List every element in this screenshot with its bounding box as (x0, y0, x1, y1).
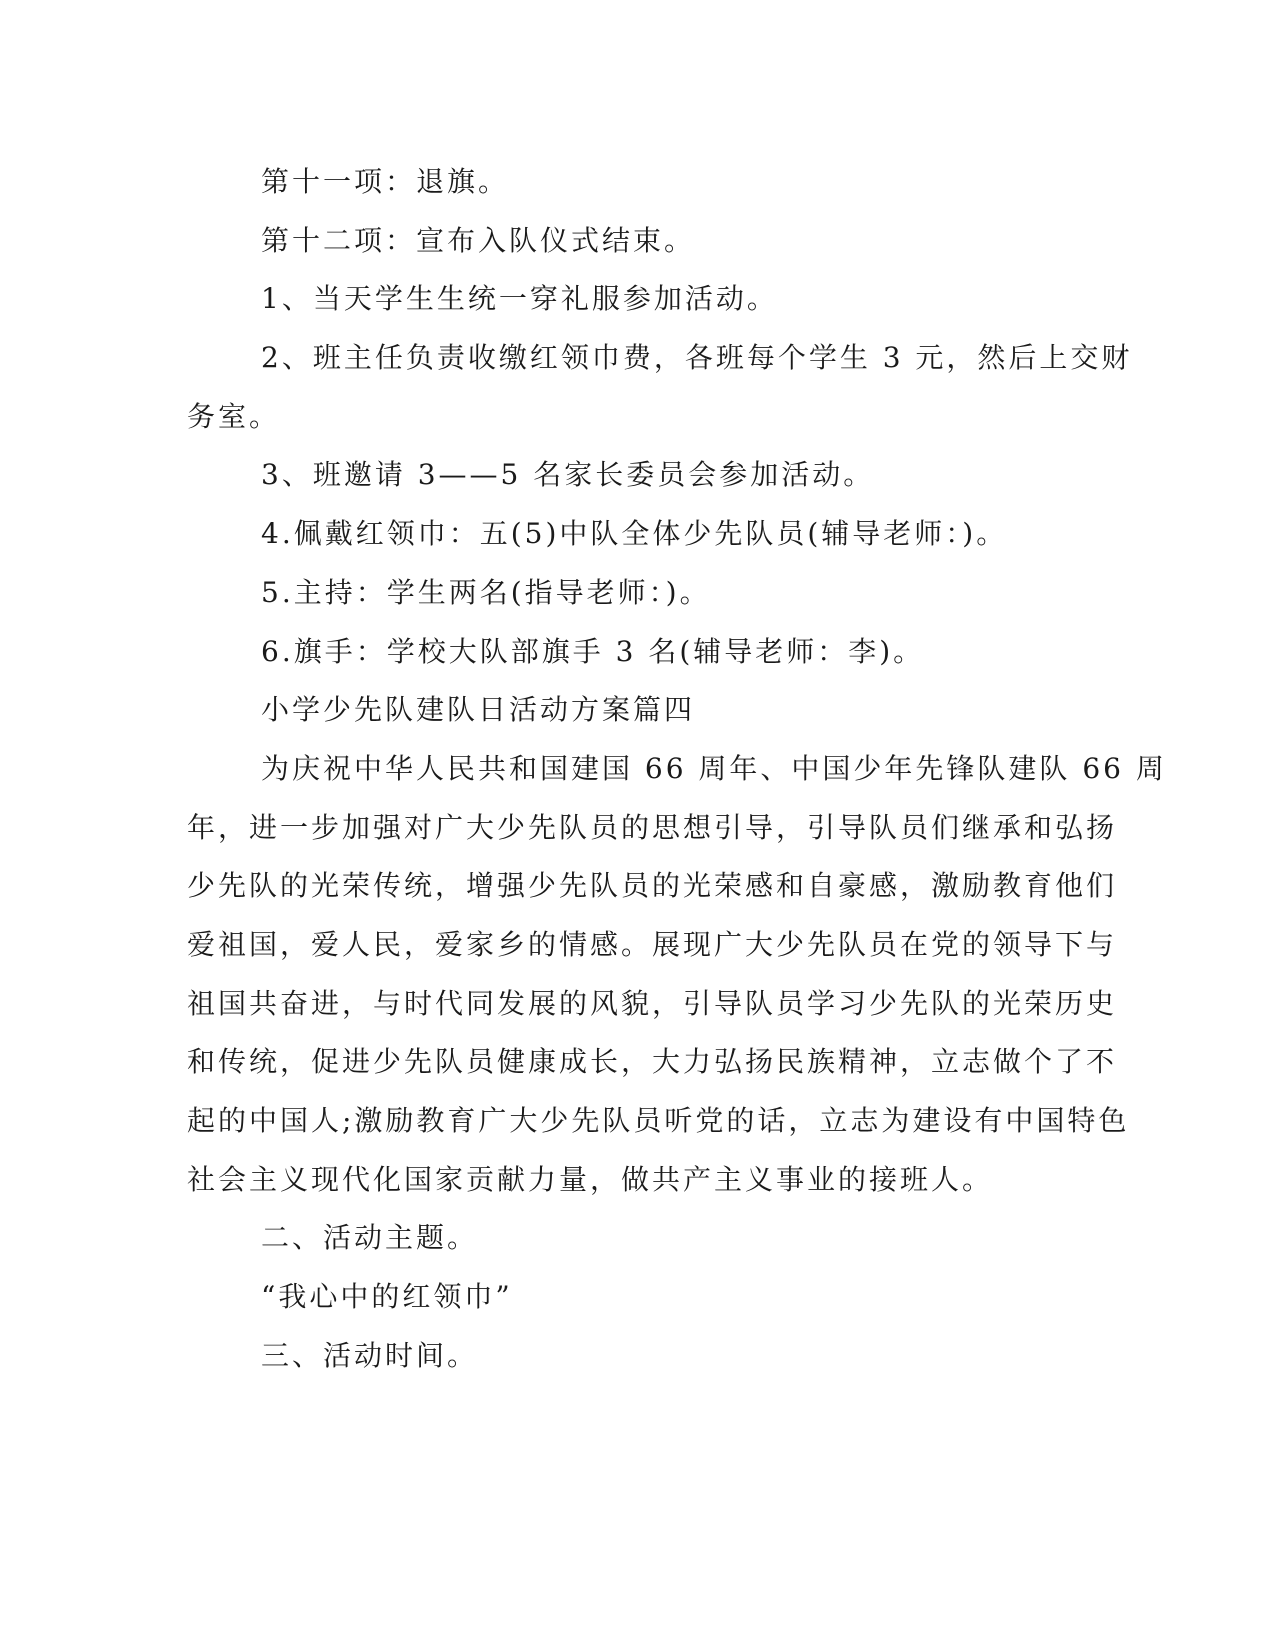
paragraph-note-3-parents: 3、班邀请 3——5 名家长委员会参加活动。 (261, 458, 875, 491)
section-heading-activity-theme: 二、活动主题。 (261, 1221, 479, 1254)
body-paragraph-line-7: 起的中国人;激励教育广大少先队员听党的话，立志为建设有中国特色 (187, 1104, 1130, 1137)
section-heading-activity-time: 三、活动时间。 (261, 1339, 479, 1372)
body-paragraph-line-2: 年，进一步加强对广大少先队员的思想引导，引导队员们继承和弘扬 (187, 811, 1118, 844)
body-paragraph-line-8: 社会主义现代化国家贡献力量，做共产主义事业的接班人。 (187, 1163, 994, 1196)
paragraph-note-4-scarf: 4.佩戴红领巾：五(5)中队全体少先队员(辅导老师：)。 (261, 517, 1008, 550)
paragraph-note-5-host: 5.主持：学生两名(指导老师：)。 (261, 576, 711, 609)
body-paragraph-line-3: 少先队的光荣传统，增强少先队员的光荣感和自豪感，激励教育他们 (187, 869, 1118, 902)
paragraph-item-11-lower-flag: 第十一项：退旗。 (261, 165, 510, 198)
paragraph-item-12-ceremony-end: 第十二项：宣布入队仪式结束。 (261, 224, 696, 257)
body-paragraph-line-5: 祖国共奋进，与时代同发展的风貌，引导队员学习少先队的光荣历史 (187, 987, 1118, 1020)
activity-theme-text: “我心中的红领巾” (261, 1280, 513, 1313)
section-heading-part-4: 小学少先队建队日活动方案篇四 (261, 693, 696, 726)
paragraph-note-2-fee-line-1: 2、班主任负责收缴红领巾费，各班每个学生 3 元，然后上交财 (261, 341, 1133, 374)
paragraph-note-2-fee-line-2: 务室。 (187, 400, 281, 433)
paragraph-note-6-flag-bearer: 6.旗手：学校大队部旗手 3 名(辅导老师：李)。 (261, 635, 925, 668)
body-paragraph-line-4: 爱祖国，爱人民，爱家乡的情感。展现广大少先队员在党的领导下与 (187, 928, 1118, 961)
paragraph-note-1-uniform: 1、当天学生生统一穿礼服参加活动。 (261, 282, 778, 315)
body-paragraph-line-1: 为庆祝中华人民共和国建国 66 周年、中国少年先锋队建队 66 周 (261, 752, 1167, 785)
body-paragraph-line-6: 和传统，促进少先队员健康成长，大力弘扬民族精神，立志做个了不 (187, 1045, 1118, 1078)
